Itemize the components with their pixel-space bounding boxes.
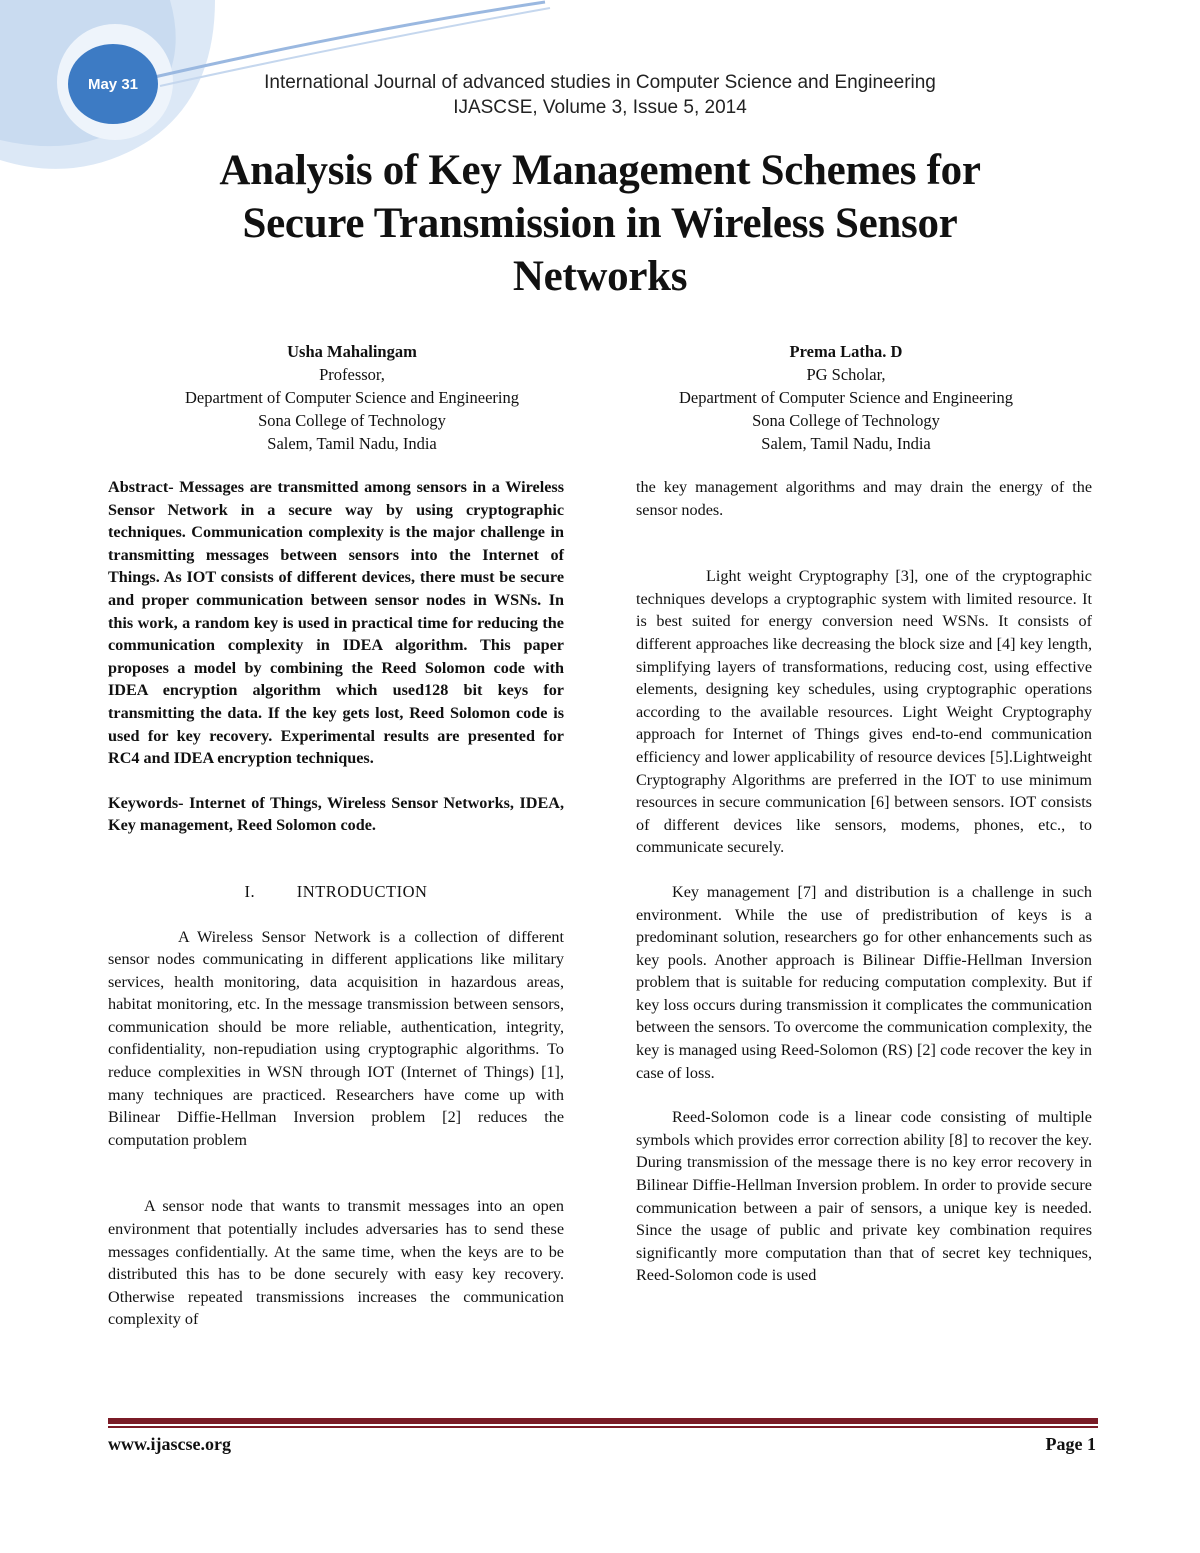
- date-badge: [68, 44, 158, 124]
- section-heading: [108, 881, 564, 904]
- title-line: Secure Transmission in Wireless Sensor: [242, 200, 958, 247]
- title-line: Analysis of Key Management Schemes for: [219, 147, 981, 194]
- footer-website: www.ijascse.org: [108, 1434, 231, 1454]
- author-role: PG Scholar,: [806, 365, 886, 384]
- author-dept: Department of Computer Science and Engineering: [184, 388, 519, 407]
- author-block-1: [92, 340, 612, 455]
- intro-paragraph-2: A sensor node that wants to transmit messages into an open environment that potentially includes adversaries has to send these messages confidentially. At the same time, when the keys are to be distributed this has to be done securely with easy key recovery. Otherwise repeated transmissions increases the communication complexity of: [108, 1197, 564, 1329]
- author-college: Sona College of Technology: [258, 411, 446, 430]
- right-paragraph-2: Key management [7] and distribution is a challenge in such environment. While the use of predistribution of keys is a predominant solution, researchers go for other enhancements such as key pools. Another approach is Bilinear Diffie-Hellman Inversion problem that is suitable for reducing computation complexity. But if key loss occurs during transmission it complicates the communication between the sensors. To overcome the communication complexity, the key is managed using Reed-Solomon (RS) [2] code recover the key in case of loss.: [636, 882, 1092, 1082]
- section-title: INTRODUCTION: [296, 881, 428, 901]
- author-name: Usha Mahalingam: [287, 342, 417, 361]
- author-role: Professor,: [319, 365, 385, 384]
- footer-page-number: Page 1: [1045, 1434, 1096, 1454]
- author-name: Prema Latha. D: [789, 342, 903, 361]
- left-column: [108, 476, 564, 1331]
- author-block-2: [586, 340, 1106, 455]
- footer-rule-thin: [108, 1426, 1098, 1428]
- title-line: Networks: [512, 253, 688, 300]
- intro-paragraph-1: A Wireless Sensor Network is a collection of different sensor nodes communicating in different applications like military services, health monitoring, data acquisition in hazardous areas, habitat monitoring, etc. In the message transmission between sensors, communication should be more reliable, authentication, integrity, confidentiality, non-repudiation using cryptographic algorithms. To reduce complexities in WSN through IOT (Internet of Things) [1], many techniques are practiced. Researchers have come up with Bilinear Diffie-Hellman Inversion problem [2] reduces the computation problem: [108, 927, 564, 1149]
- author-college: Sona College of Technology: [752, 411, 940, 430]
- footer-rule: [108, 1418, 1098, 1424]
- author-place: Salem, Tamil Nadu, India: [761, 434, 931, 453]
- author-place: Salem, Tamil Nadu, India: [267, 434, 437, 453]
- right-paragraph-3: Reed-Solomon code is a linear code consisting of multiple symbols which provides error correction ability [8] to recover the key. During transmission of the message there is no key error recovery in Bilinear Diffie-Hellman Inversion problem. In order to provide secure communication between a pair of sensors, a unique key is needed. Since the usage of public and private key combination requires significantly more computation than that of secret key techniques, Reed-Solomon code is used: [636, 1108, 1092, 1285]
- right-paragraph-1: Light weight Cryptography [3], one of the cryptographic techniques develops a cryptographic system with limited resource. It is best suited for energy conversion need WSNs. It consists of different approaches like decreasing the block size and [4] key length, simplifying layers of transformations, reducing cost, using effective elements, designing key schedules, using cryptographic operations according to the available resources. Light Weight Cryptography approach for Internet of Things gives end-to-end communication efficiency and lower applicability of resource devices [5].Lightweight Cryptography Algorithms are preferred in the IOT to use minimum resources in secure communication [6] between sensors. IOT consists of different devices like sensors, modems, phones, etc., to communicate securely.: [636, 567, 1092, 857]
- date-badge-label: May 31: [87, 75, 139, 93]
- keywords-text: Keywords- Internet of Things, Wireless Sensor Networks, IDEA, Key management, Reed Solomon code.: [108, 793, 564, 835]
- abstract-text: Abstract- Messages are transmitted among sensors in a Wireless Sensor Network in a secure way by using cryptographic techniques. Communication complexity is the major challenge in transmitting messages between sensors into the Internet of Things. As IOT consists of different devices, there must be secure and proper communication between sensor nodes in WSNs. In this work, a random key is used in practical time for reducing the communication complexity in IDEA algorithm. This paper proposes a model by combining the Reed Solomon code with IDEA encryption algorithm which used128 bit keys for transmitting the data. If the key gets lost, Reed Solomon code is used for key recovery. Experimental results are presented for RC4 and IDEA encryption techniques.: [108, 478, 564, 768]
- journal-name: International Journal of advanced studies in Computer Science and Engineering: [264, 72, 936, 93]
- author-dept: Department of Computer Science and Engineering: [678, 388, 1013, 407]
- paper-title: [120, 144, 1080, 303]
- journal-issue: IJASCSE, Volume 3, Issue 5, 2014: [453, 97, 747, 118]
- right-paragraph-0: the key management algorithms and may drain the energy of the sensor nodes.: [636, 478, 1092, 519]
- section-number: I.: [244, 881, 256, 901]
- right-column: [636, 476, 1092, 1287]
